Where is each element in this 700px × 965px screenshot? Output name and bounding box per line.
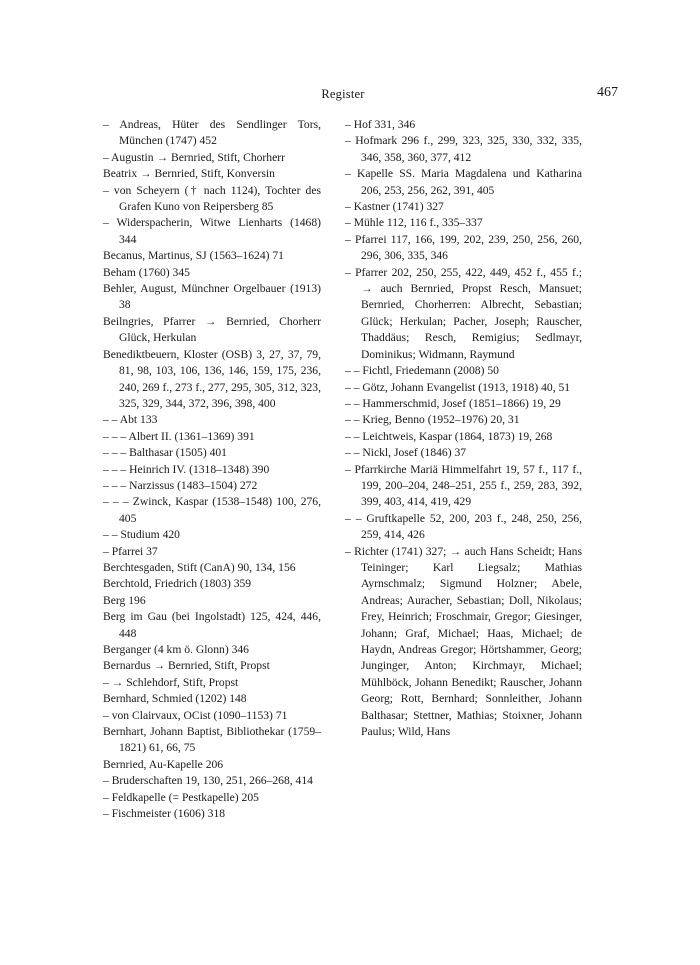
index-entry: Berg im Gau (bei Ingolstadt) 125, 424, 446, 448: [103, 610, 321, 640]
index-entry: – Pfarrkirche Mariä Himmelfahrt 19, 57 f., 117 f., 199, 200–204, 248–251, 255 f., 259, 283, 392, 399, 403, 414, 419, 429: [345, 462, 582, 509]
index-column-right: [345, 117, 582, 740]
index-entry: – von Clairvaux, OCist (1090–1153) 71: [103, 708, 288, 722]
index-entry: – Pfarrei 117, 166, 199, 202, 239, 250, 256, 260, 296, 306, 335, 346: [345, 232, 582, 263]
index-entry: – Richter (1741) 327; → auch Hans Scheidt; Hans Teininger; Karl Liegsalz; Mathias Ayrnschmalz; Sigmund Holzner; Abele, Andreas; Auracher, Sebastian; Doll, Nikolaus; Frey, Heinrich; Froschmair, Gregor; Giesinger, Johann; Graf, Michael; Haas, Michael; de Haydn, Andreas Gregor; Hörtshammer, Georg; Junginger, Anton; Kirchmayr, Michael; Mühlböck, Johann Benedikt; Rauscher, Johann Georg; Rott, Bernhard; Sonnleither, Johann Balthasar; Stettner, Mathias; Stoixner, Johann Paulus; Wild, Hans: [345, 544, 582, 739]
index-entry: – Feldkapelle (= Pestkapelle) 205: [103, 790, 259, 804]
index-entry: Beham (1760) 345: [103, 265, 190, 279]
index-entry: Bernhart, Johann Baptist, Bibliothekar (1759–1821) 61, 66, 75: [103, 725, 321, 755]
index-entry: – Hofmark 296 f., 299, 323, 325, 330, 332, 335, 346, 358, 360, 377, 412: [345, 134, 582, 164]
index-entry: – – Abt 133: [103, 413, 158, 427]
index-entry: – – Nickl, Josef (1846) 37: [345, 446, 467, 460]
index-entry: – – Götz, Johann Evangelist (1913, 1918) 40, 51: [345, 380, 571, 394]
index-entry: Beatrix → Bernried, Stift, Konversin: [103, 167, 275, 181]
index-entry: Beilngries, Pfarrer → Bernried, Chorherr Glück, Herkulan: [103, 314, 321, 345]
index-entry: Benediktbeuern, Kloster (OSB) 3, 27, 37, 79, 81, 98, 103, 106, 136, 146, 159, 175, 236, 240, 269 f., 273 f., 277, 295, 305, 312, 323, 325, 329, 344, 372, 396, 398, 400: [103, 347, 321, 410]
index-entry: Berchtesgaden, Stift (CanA) 90, 134, 156: [103, 560, 296, 574]
index-entry: Bernried, Au-Kapelle 206: [103, 757, 224, 771]
index-entry: – Kastner (1741) 327: [345, 200, 444, 214]
index-entry: – – – Narzissus (1483–1504) 272: [103, 478, 258, 492]
page-number: 467: [597, 85, 618, 100]
index-entry: – Bruderschaften 19, 130, 251, 266–268, 414: [103, 774, 313, 788]
index-entry: – – Leichtweis, Kaspar (1864, 1873) 19, 268: [345, 429, 553, 443]
index-entry: – – Studium 420: [103, 528, 180, 542]
index-entry: – – Hammerschmid, Josef (1851–1866) 19, 29: [345, 396, 561, 410]
index-entry: – Augustin → Bernried, Stift, Chorherr: [103, 150, 285, 164]
index-entry: Becanus, Martinus, SJ (1563–1624) 71: [103, 249, 284, 263]
index-entry: – Andreas, Hüter des Sendlinger Tors, München (1747) 452: [103, 118, 321, 148]
index-entry: – – Krieg, Benno (1952–1976) 20, 31: [345, 413, 520, 427]
index-entry: – Fischmeister (1606) 318: [103, 807, 226, 821]
running-head: [103, 85, 618, 105]
running-title: Register: [321, 87, 365, 101]
index-entry: Behler, August, Münchner Orgelbauer (1913) 38: [103, 282, 321, 312]
index-entry: – – – Albert II. (1361–1369) 391: [103, 429, 255, 443]
index-entry: Bernardus → Bernried, Stift, Propst: [103, 659, 270, 673]
index-entry: – – – Zwinck, Kaspar (1538–1548) 100, 276, 405: [103, 495, 321, 525]
index-entry: Bernhard, Schmied (1202) 148: [103, 692, 247, 706]
index-entry: – – – Heinrich IV. (1318–1348) 390: [103, 462, 270, 476]
index-entry: – von Scheyern († nach 1124), Tochter des Grafen Kuno von Reipersberg 85: [103, 183, 321, 214]
index-entry: – Mühle 112, 116 f., 335–337: [345, 216, 483, 230]
index-entry: – Pfarrei 37: [103, 544, 158, 558]
index-entry: – Pfarrer 202, 250, 255, 422, 449, 452 f., 455 f.; → auch Bernried, Propst Resch, Mansuet; Bernried, Chorherren: Albrecht, Sebastian; Glück; Herkulan; Pacher, Joseph; Rauscher, Thaddäus; Resch, Remigius; Sedlmayr, Dominikus; Widmann, Raymund: [345, 265, 582, 361]
index-entry: – – Fichtl, Friedemann (2008) 50: [345, 364, 499, 378]
index-entry: – – Gruftkapelle 52, 200, 203 f., 248, 250, 256, 259, 414, 426: [345, 511, 582, 542]
index-entry: Berg 196: [103, 593, 146, 607]
index-entry: – Hof 331, 346: [345, 118, 416, 131]
index-entry: – Widerspacherin, Witwe Lienharts (1468) 344: [103, 216, 321, 246]
index-entry: – Kapelle SS. Maria Magdalena und Katharina 206, 253, 256, 262, 391, 405: [345, 167, 582, 197]
index-entry: – – – Balthasar (1505) 401: [103, 446, 227, 460]
index-entry: Berganger (4 km ö. Glonn) 346: [103, 643, 249, 656]
index-entry: – → Schlehdorf, Stift, Propst: [103, 675, 239, 689]
index-column-left: [103, 117, 321, 822]
index-entry: Berchtold, Friedrich (1803) 359: [103, 577, 252, 591]
